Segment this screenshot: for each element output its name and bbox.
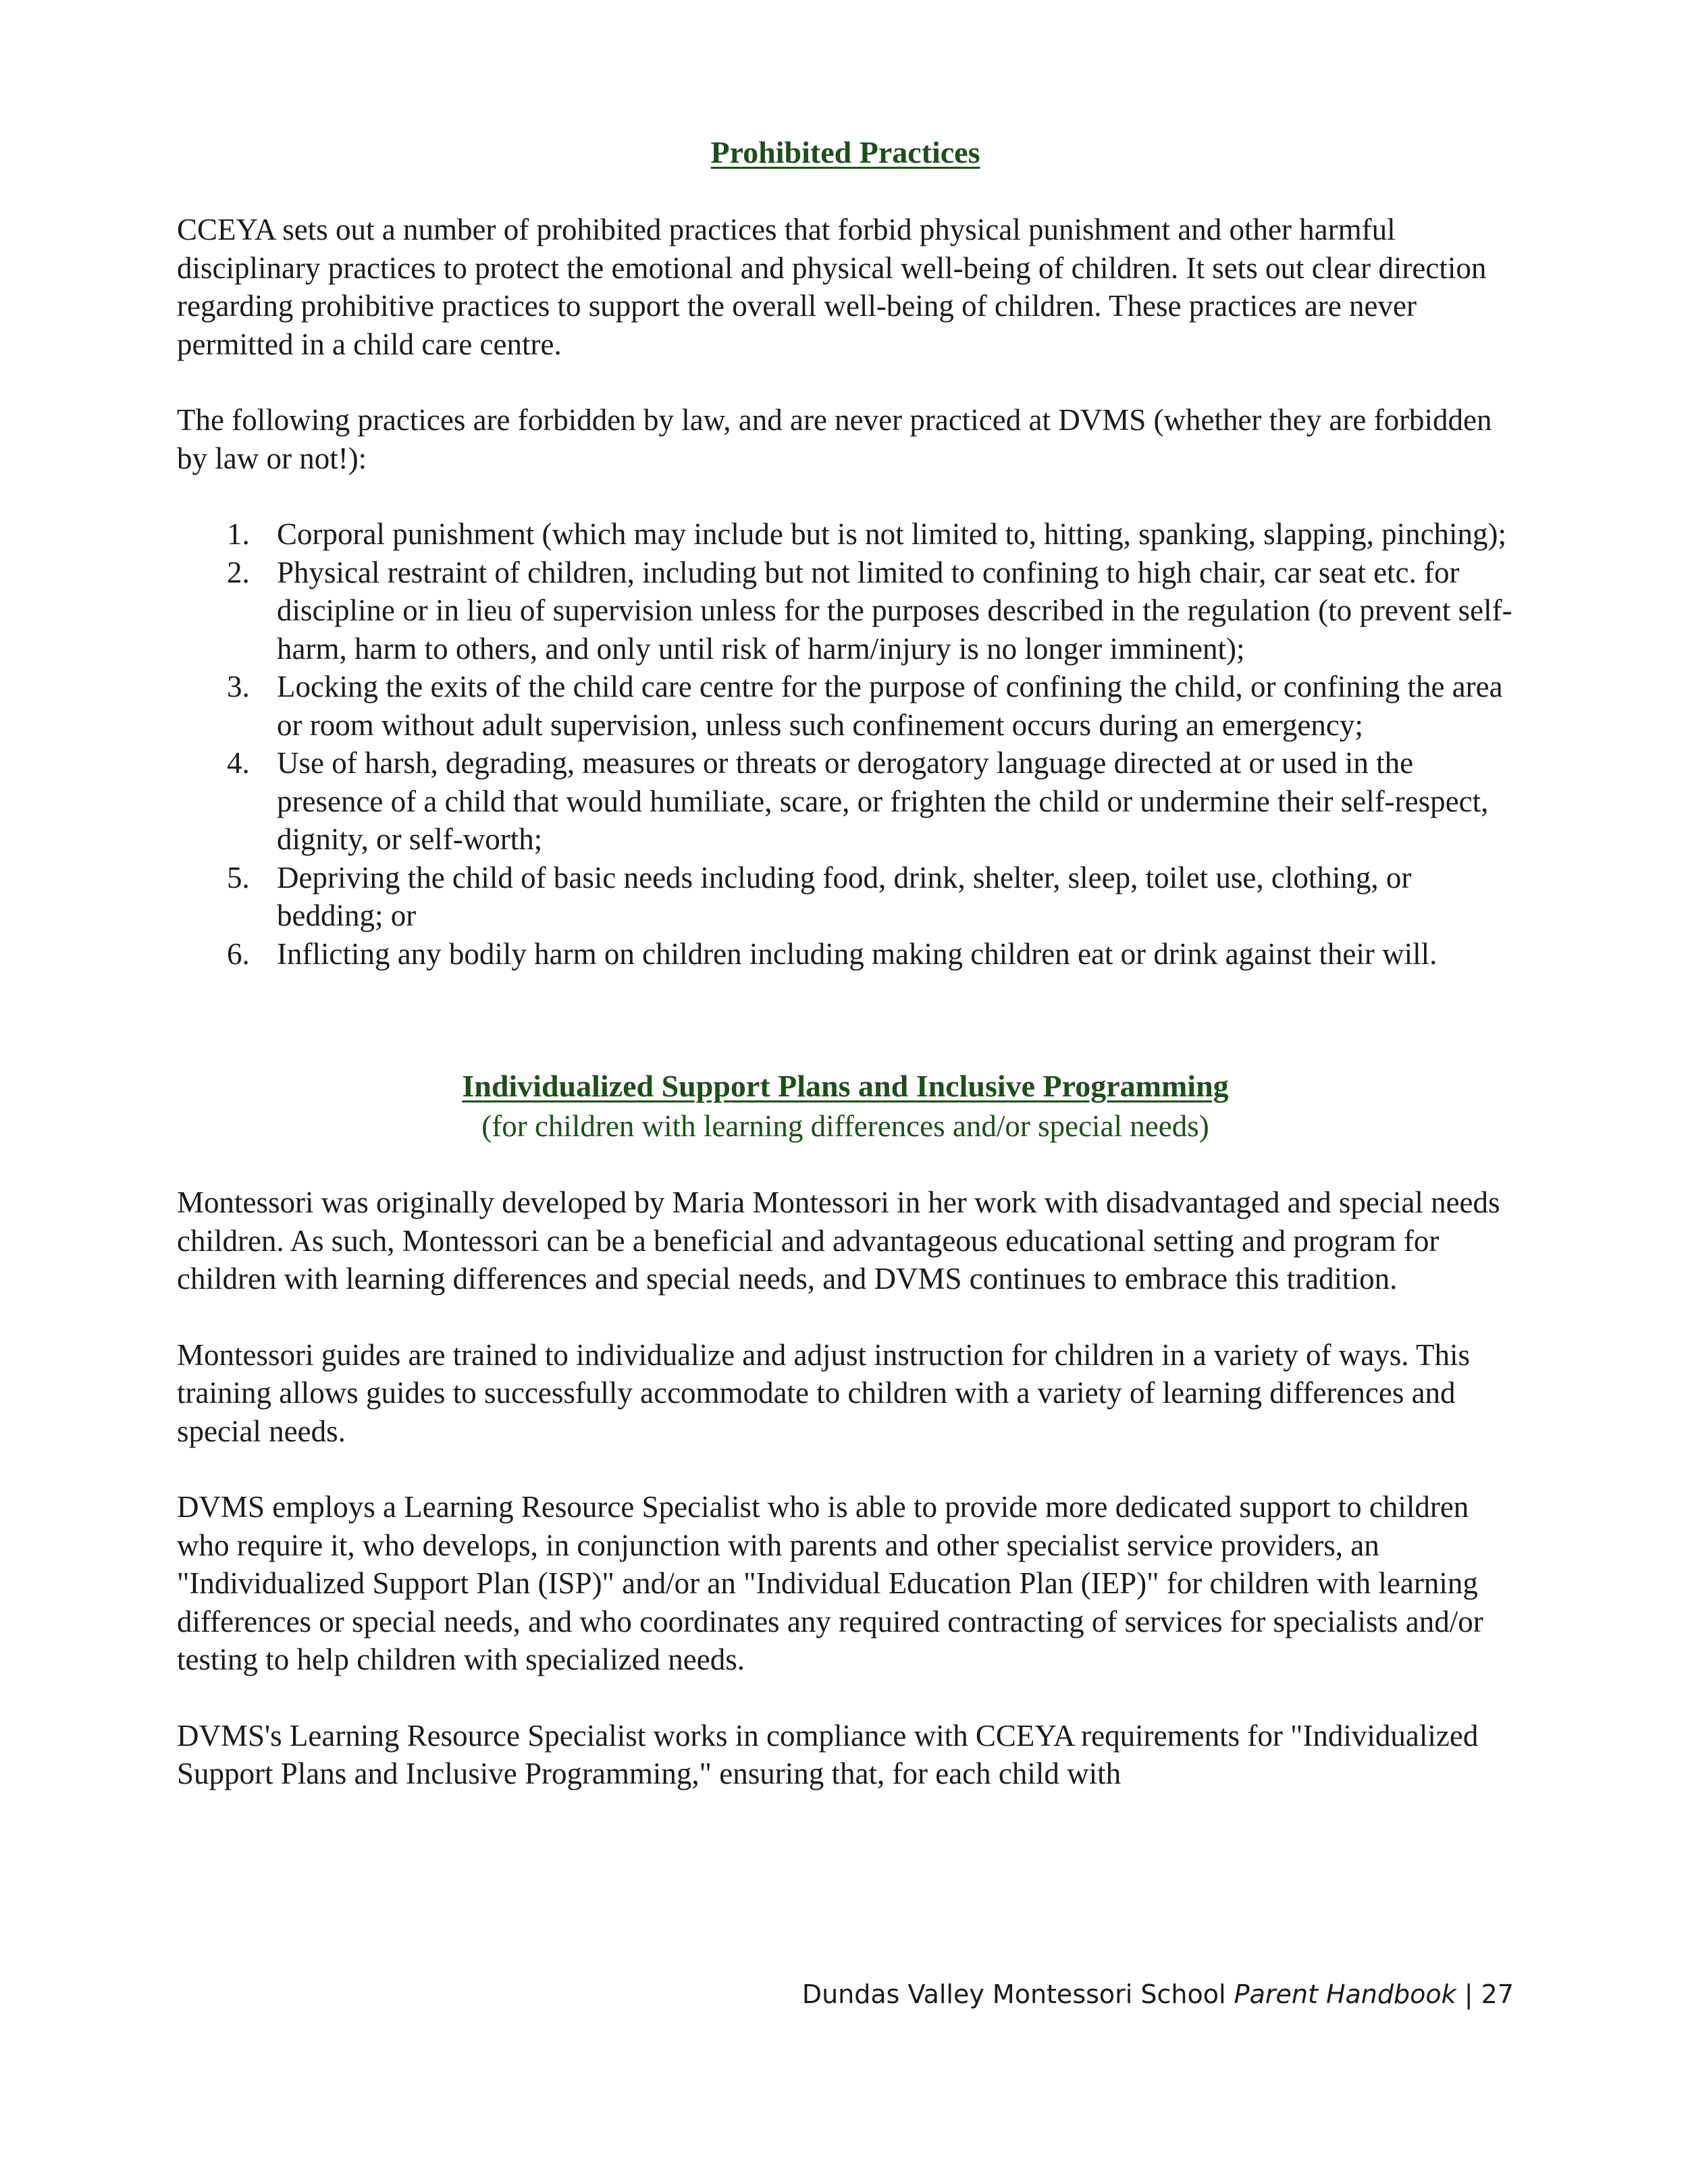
list-item-text: Inflicting any bodily harm on children including making children eat or drink against their will.: [277, 936, 1438, 971]
list-item: [177, 744, 1514, 859]
list-number: 3.: [227, 670, 250, 703]
list-item-text: Corporal punishment (which may include but is not limited to, hitting, spanking, slapping, pinching);: [277, 517, 1507, 551]
list-number: 6.: [227, 936, 250, 971]
section-subtitle: (for children with learning differences and/or special needs): [481, 1109, 1209, 1143]
paragraph: DVMS employs a Learning Resource Specialist who is able to provide more dedicated support to children who require it, who develops, in conjunction with parents and other specialist service providers, an "Individualized Support Plan (ISP)" and/or an "Individual Education Plan (IEP)" for children with learning differences or special needs, and who coordinates any required contracting of services for specialists and/or testing to help children with specialized needs.: [177, 1490, 1483, 1676]
section-title-individualized-support: Individualized Support Plans and Inclusive Programming: [462, 1069, 1229, 1103]
page-number: 27: [1481, 1979, 1514, 2009]
footer-school-name: Dundas Valley Montessori School: [801, 1979, 1226, 2009]
paragraph: DVMS's Learning Resource Specialist works in compliance with CCEYA requirements for "Individualized Support Plans and Inclusive Programming," ensuring that, for each child with: [177, 1718, 1479, 1790]
list-item: [177, 859, 1514, 935]
page-footer: [802, 1979, 1514, 2009]
paragraph: CCEYA sets out a number of prohibited practices that forbid physical punishment and other harmful disciplinary practices to protect the emotional and physical well-being of children. It sets out clear direction regarding prohibitive practices to support the overall well-being of children. These practices are never permitted in a child care centre.: [177, 213, 1487, 361]
list-number: 2.: [227, 555, 250, 589]
prohibited-practices-list: [177, 515, 1514, 973]
paragraph: The following practices are forbidden by law, and are never practiced at DVMS (whether they are forbidden by law or not!):: [177, 403, 1492, 475]
paragraph: Montessori was originally developed by Maria Montessori in her work with disadvantaged and special needs children. As such, Montessori can be a beneficial and advantageous educational setting and program for children with learning differences and special needs, and DVMS continues to embrace this tradition.: [177, 1186, 1500, 1296]
footer-separator: |: [1464, 1979, 1473, 2009]
paragraph: Montessori guides are trained to individualize and adjust instruction for children in a variety of ways. This training allows guides to successfully accommodate to children with a variety of learning differences and special needs.: [177, 1337, 1470, 1448]
list-number: 1.: [227, 517, 250, 551]
section-individualized-support: [177, 1066, 1514, 1793]
list-item: [177, 515, 1514, 554]
list-item: [177, 554, 1514, 668]
list-item-text: Depriving the child of basic needs including food, drink, shelter, sleep, toilet use, clothing, or bedding; or: [277, 860, 1412, 932]
list-item: [177, 935, 1514, 974]
footer-handbook-title: Parent Handbook: [1234, 1979, 1456, 2009]
section-title-prohibited-practices: Prohibited Practices: [710, 135, 980, 169]
document-page: [177, 132, 1514, 1793]
list-item-text: Physical restraint of children, including but not limited to confining to high chair, car seat etc. for discipline or in lieu of supervision unless for the purposes described in the regulation (to prevent self-harm, harm to others, and only until risk of harm/injury is no longer imminent);: [277, 555, 1512, 666]
list-item-text: Locking the exits of the child care centre for the purpose of confining the child, or confining the area or room without adult supervision, unless such confinement occurs during an emergency;: [277, 670, 1503, 742]
list-number: 4.: [227, 746, 250, 780]
list-item-text: Use of harsh, degrading, measures or threats or derogatory language directed at or used in the presence of a child that would humiliate, scare, or frighten the child or undermine their self-respect, dignity, or self-worth;: [277, 746, 1489, 856]
list-item: [177, 668, 1514, 744]
list-number: 5.: [227, 860, 250, 895]
